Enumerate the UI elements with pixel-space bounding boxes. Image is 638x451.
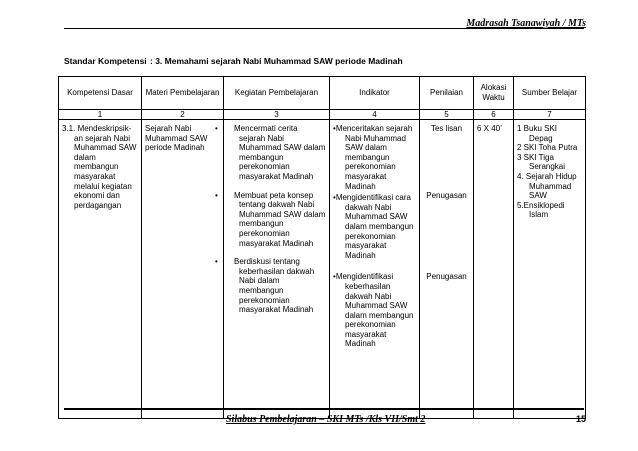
col-number: 2 (142, 110, 224, 120)
col-header-kegiatan: Kegiatan Pembelajaran (224, 77, 330, 110)
bullet-icon: • (215, 124, 218, 133)
standar-value: : 3. Memahami sejarah Nabi Muhammad SAW periode Madinah (150, 56, 403, 66)
bullet-icon: • (333, 193, 336, 203)
footer-rule (64, 408, 584, 410)
col-header-materi: Materi Pembelajaran (142, 77, 224, 110)
list-item (215, 257, 326, 315)
sumber-item: 5.Ensiklopedi Islam (517, 200, 565, 220)
list-item (333, 272, 416, 349)
list-item (333, 193, 416, 260)
indikator-item: Mengidentifikasi keberhasilan dakwah Nabi Muhammad SAW dalam membangun perekonomian masyarakat Madinah (335, 272, 414, 349)
header-row (59, 77, 586, 110)
col-number: 7 (514, 110, 586, 120)
kompetensi-text: 3.1. Mendeskripsik-an sejarah Nabi Muhammad SAW dalam membangun masyarakat melalui kegiatan ekonomi dan perdagangan (62, 124, 137, 210)
col-number: 4 (330, 110, 420, 120)
cell-materi (142, 120, 224, 419)
materi-text: Sejarah Nabi Muhammad SAW periode Madinah (145, 124, 208, 153)
penilaian-item: Penugasan (426, 272, 467, 282)
sumber-item: 3 SKI Tiga Serangkai (517, 152, 566, 172)
list-item (215, 124, 326, 182)
col-header-alokasi: Alokasi Waktu (474, 77, 514, 110)
bullet-icon: • (333, 272, 336, 282)
cell-indikator (330, 120, 420, 419)
bullet-icon: • (333, 124, 336, 133)
alokasi-text: 6 X 40’ (477, 124, 502, 133)
cell-kegiatan (215, 120, 330, 419)
list-item (333, 124, 416, 191)
number-row (59, 110, 586, 120)
cell-alokasi (474, 120, 514, 419)
footer-title: Silabus Pembelajaran – SKI MTs /Kls VII/Smt 2 (226, 414, 426, 425)
col-header-penilaian: Penilaian (420, 77, 474, 110)
sumber-item: 4. Sejarah Hidup Muhammad SAW (517, 171, 577, 201)
sumber-item: 2 SKI Toha Putra (517, 143, 578, 153)
syllabus-table (58, 76, 586, 419)
standar-kompetensi (64, 56, 403, 66)
kegiatan-item: Mencermati cerita sejarah Nabi Muhammad SAW dalam membangun perekonomian masyarakat Madinah (234, 124, 326, 181)
header-title: Madrasah Tsanawiyah / MTs (466, 18, 586, 29)
standar-label: Standar Kompetensi (64, 56, 147, 66)
cell-penilaian (420, 120, 474, 419)
col-number: 5 (420, 110, 474, 120)
list-item (215, 190, 326, 249)
kegiatan-item: Berdiskusi tentang keberhasilan dakwah Nabi dalam membangun perekonomian masyarakat Madinah (234, 257, 315, 315)
col-number: 3 (224, 110, 330, 120)
page-number: 15 (575, 414, 586, 424)
col-number: 1 (59, 110, 142, 120)
penilaian-item: Penugasan (426, 190, 467, 200)
col-header-kompetensi: Kompetensi Dasar (59, 77, 142, 110)
cell-sumber (514, 120, 586, 419)
indikator-item: Mengidentifikasi cara dakwah Nabi Muhammad SAW dalam membangun perekonomian masyarakat Madinah (335, 193, 414, 260)
kegiatan-item: Membuat peta konsep tentang dakwah Nabi Muhammad SAW dalam membangun perekonomian masyarakat Madinah (234, 190, 326, 248)
col-header-sumber: Sumber Belajar (514, 77, 586, 110)
bullet-icon: • (215, 257, 218, 267)
sumber-item: 1 Buku SKI Depag (517, 124, 558, 143)
penilaian-item: Tes lisan (430, 124, 463, 133)
indikator-item: Menceritakan sejarah Nabi Muhammad SAW dalam membangun perekonomian masyarakat Madinah (335, 124, 413, 191)
table-row (59, 120, 586, 419)
bullet-icon: • (215, 190, 218, 200)
cell-kompetensi (59, 120, 142, 419)
col-number: 6 (474, 110, 514, 120)
col-header-indikator: Indikator (330, 77, 420, 110)
